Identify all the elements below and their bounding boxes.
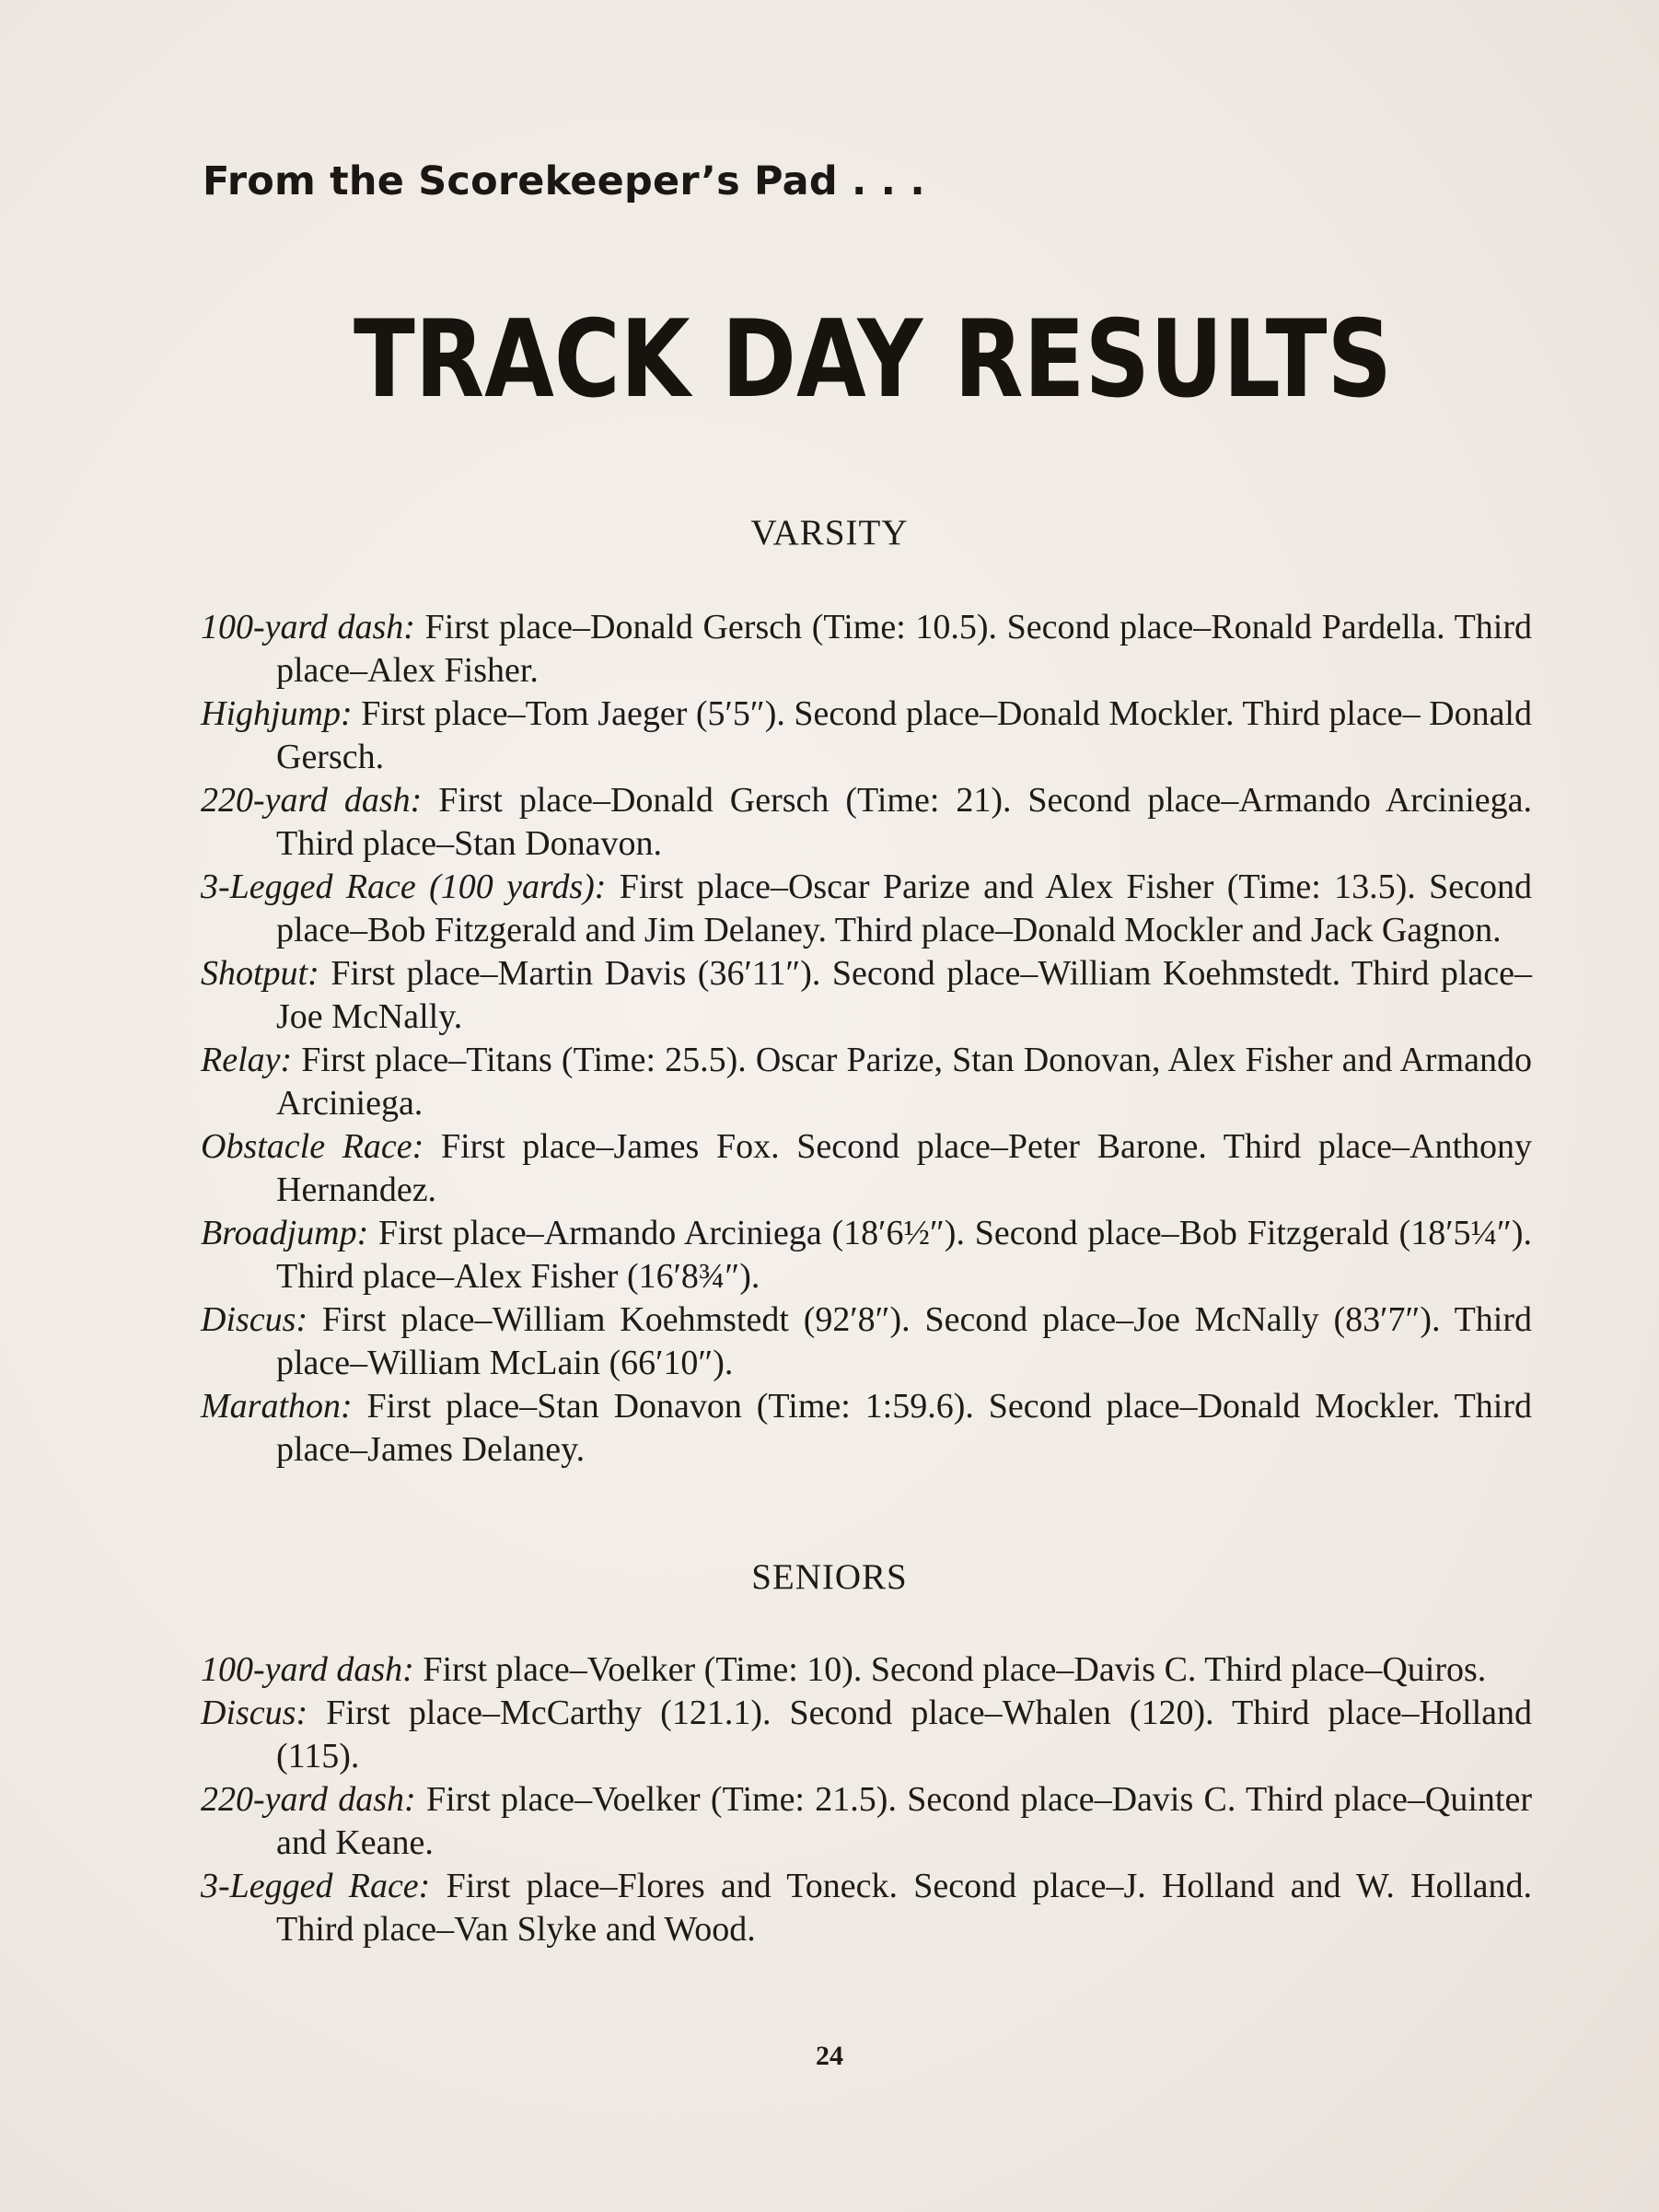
varsity-results <box>201 606 1532 1472</box>
result-entry <box>201 1039 1532 1125</box>
result-entry <box>201 1125 1532 1212</box>
page-number: 24 <box>816 2041 843 2071</box>
event-name: 3-Legged Race: <box>201 1867 431 1905</box>
event-name: 3-Legged Race (100 yards): <box>201 867 607 906</box>
varsity-heading: VARSITY <box>750 513 909 553</box>
event-name: Relay: <box>201 1041 293 1079</box>
event-result: First place–Flores and Toneck. Second place–J. Holland and W. Holland. Third place–Van Slyke and Wood. <box>276 1867 1533 1949</box>
event-result: First place–Titans (Time: 25.5). Oscar Parize, Stan Donovan, Alex Fisher and Armando Arciniega. <box>276 1041 1532 1123</box>
event-name: Broadjump: <box>201 1214 369 1252</box>
event-result: First place–Donald Gersch (Time: 21). Second place–Armando Arciniega. Third place–Stan Donavon. <box>276 781 1533 863</box>
event-name: Discus: <box>201 1694 308 1732</box>
result-entry <box>201 1778 1532 1865</box>
event-result: First place–Martin Davis (36′11″). Second place–William Koehmstedt. Third place–Joe McNally. <box>276 954 1533 1036</box>
result-entry <box>201 1692 1532 1778</box>
result-entry <box>201 1865 1532 1951</box>
result-entry <box>201 952 1532 1039</box>
result-entry <box>201 1298 1532 1385</box>
result-entry <box>201 779 1532 866</box>
event-result: First place–James Fox. Second place–Peter Barone. Third place–Anthony Hernandez. <box>276 1127 1533 1209</box>
event-name: 220-yard dash: <box>201 781 423 820</box>
event-name: Obstacle Race: <box>201 1127 424 1166</box>
event-name: Marathon: <box>201 1387 353 1426</box>
event-name: Discus: <box>201 1300 308 1339</box>
page-title <box>354 295 1394 422</box>
event-result: First place–Stan Donavon (Time: 1:59.6). Second place–Donald Mockler. Third place–James Delaney. <box>276 1387 1532 1469</box>
event-result: First place–Tom Jaeger (5′5″). Second place–Donald Mockler. Third place– Donald Gersch. <box>276 694 1532 776</box>
seniors-heading: SENIORS <box>751 1557 908 1597</box>
event-name: 100-yard dash: <box>201 1650 414 1689</box>
page-title-graphic <box>354 295 1394 422</box>
result-entry <box>201 606 1532 693</box>
event-result: First place–Voelker (Time: 21.5). Second place–Davis C. Third place–Quinter and Keane. <box>276 1780 1532 1862</box>
event-result: First place–Armando Arciniega (18′6½″). Second place–Bob Fitzgerald (18′5¼″). Third place–Alex Fisher (16′8¾″). <box>276 1214 1533 1296</box>
event-result: First place–Donald Gersch (Time: 10.5). Second place–Ronald Pardella. Third place–Alex Fisher. <box>276 608 1532 690</box>
result-entry <box>201 866 1532 952</box>
event-result: First place–Oscar Parize and Alex Fisher (Time: 13.5). Second place–Bob Fitzgerald and Jim Delaney. Third place–Donald Mockler and Jack Gagnon. <box>276 867 1532 949</box>
kicker-heading: From the Scorekeeper’s Pad . . . <box>203 158 925 204</box>
seniors-results <box>201 1648 1532 1951</box>
event-result: First place–Voelker (Time: 10). Second place–Davis C. Third place–Quiros. <box>423 1650 1487 1689</box>
event-name: 220-yard dash: <box>201 1780 416 1819</box>
result-entry <box>201 1212 1532 1298</box>
result-entry <box>201 1648 1532 1692</box>
result-entry <box>201 1385 1532 1472</box>
result-entry <box>201 693 1532 779</box>
page-title-text: TRACK DAY RESULTS <box>354 297 1392 422</box>
event-name: 100-yard dash: <box>201 608 415 646</box>
event-name: Shotput: <box>201 954 319 993</box>
event-name: Highjump: <box>201 694 353 733</box>
event-result: First place–McCarthy (121.1). Second place–Whalen (120). Third place–Holland (115). <box>276 1694 1532 1775</box>
event-result: First place–William Koehmstedt (92′8″). Second place–Joe McNally (83′7″). Third place–William McLain (66′10″). <box>276 1300 1532 1382</box>
